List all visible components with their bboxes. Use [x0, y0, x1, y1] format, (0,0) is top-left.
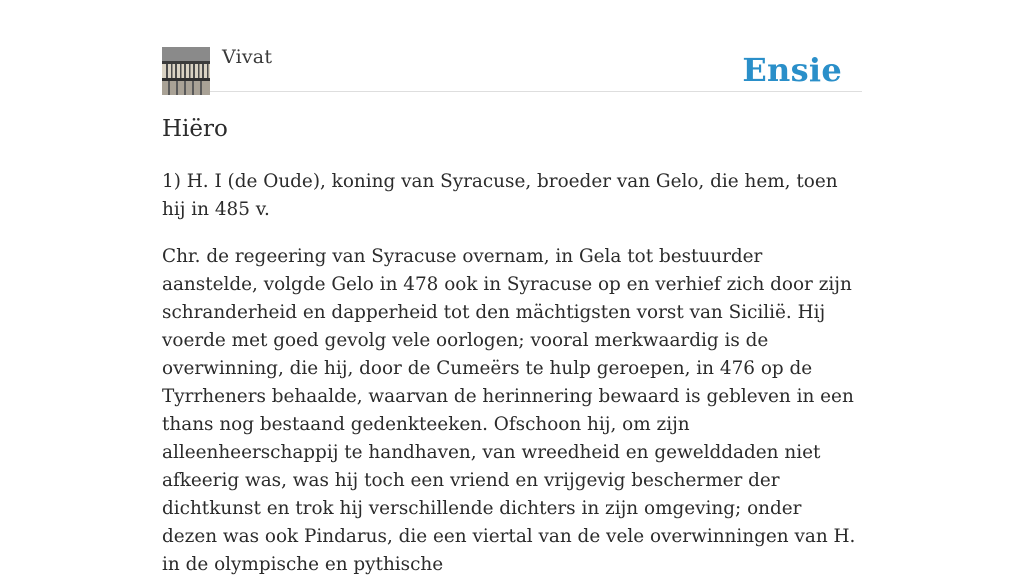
article-paragraph-2: Chr. de regeering van Syracuse overnam, in Gela tot bestuurder aanstelde, volgde Gelo in 478 ook in Syracuse op en verhief zich door zijn schranderheid en dapperheid tot den mächtigsten vorst van Sicilië. Hij voerde met goed gevolg vele oorlogen; vooral merkwaardig is de overwinning, die hij, door de Cumeërs te hulp geroepen, in 476 op de Tyrrheners behaalde, waarvan de herinnering bewaard is gebleven in een thans nog bestaand gedenkteeken. Ofschoon hij, om zijn alleenheerschappij te handhaven, van wreedheid en gewelddaden niet afkeerig was, was hij toch een vriend en vrijgevig beschermer der dichtkunst en trok hij verschillende dichters in zijn omgeving; onder dezen was ook Pindarus, die een viertal van de vele overwinningen van H. in de olympische en pythische: [162, 246, 856, 575]
ensie-logo[interactable]: Ensie: [742, 51, 842, 89]
article-page: [162, 0, 862, 575]
article-paragraph-1: 1) H. I (de Oude), koning van Syracuse, broeder van Gelo, die hem, toen hij in 485 v.: [162, 171, 838, 220]
author-name[interactable]: Vivat: [222, 46, 273, 68]
article-title: Hiëro: [162, 116, 228, 142]
bookshelf-avatar-icon: [162, 47, 210, 95]
author-avatar[interactable]: [162, 47, 210, 95]
page-header: [162, 0, 862, 92]
